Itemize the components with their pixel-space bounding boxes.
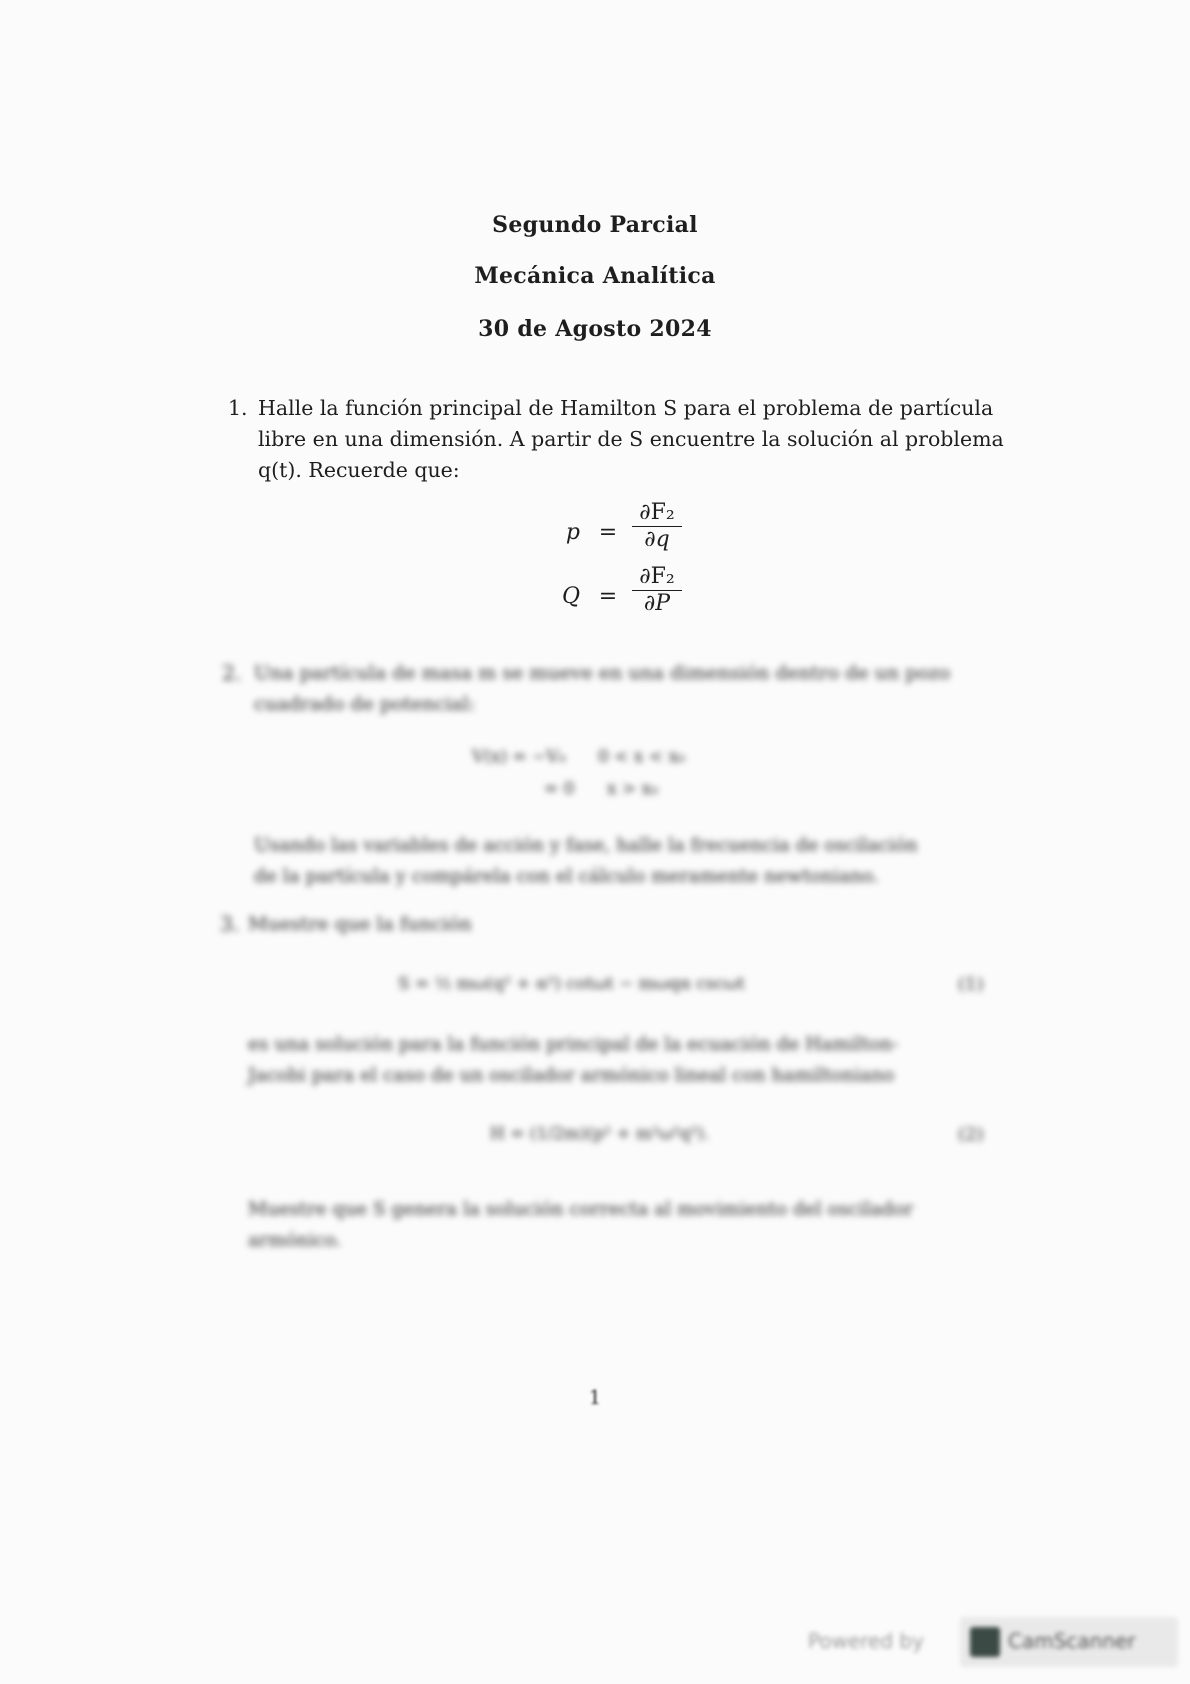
question-1-line-2: libre en una dimensión. A partir de S encuentre la solución al problema: [258, 427, 1004, 451]
question-2-line-4: de la partícula y compárela con el cálculo meramente newtoniano.: [254, 866, 879, 887]
question-2-number: 2.: [222, 661, 242, 685]
eq2-numerator: ∂F₂: [632, 564, 682, 591]
exam-date: 30 de Agosto 2024: [478, 316, 712, 342]
question-3-equation-1-number: (1): [958, 974, 984, 995]
exam-title: Segundo Parcial: [492, 212, 698, 238]
question-2-potential-line-2: = 0 x > x₀: [544, 779, 658, 799]
question-3-line-3: Jacobi para el caso de un oscilador armónico lineal con hamiltoniano: [248, 1065, 895, 1086]
course-name: Mecánica Analítica: [474, 263, 716, 289]
eq1-equals: =: [598, 520, 618, 545]
question-3-line-4: Muestre que S genera la solución correcta al movimiento del oscilador: [248, 1199, 914, 1220]
question-2-line-3: Usando las variables de acción y fase, halle la frecuencia de oscilación: [254, 835, 918, 856]
question-2-line-1: Una partícula de masa m se mueve en una dimensión dentro de un pozo: [254, 662, 951, 684]
watermark-badge: [960, 1617, 1178, 1667]
eq1-lhs: p: [565, 520, 580, 545]
question-3-line-1: Muestre que la función: [248, 913, 472, 935]
question-1-number: 1.: [228, 396, 248, 420]
camscanner-watermark: [808, 1617, 1178, 1667]
question-1-line-1: Halle la función principal de Hamilton S para el problema de partícula: [258, 396, 994, 420]
watermark-brand: CamScanner: [1008, 1629, 1136, 1653]
eq1-fraction: [632, 500, 682, 552]
question-2-potential-line-1: V(x) = −V₀ 0 < x < x₀: [472, 747, 685, 767]
question-1-equations: [540, 500, 740, 630]
eq2-equals: =: [598, 584, 618, 609]
page-number: 1: [588, 1385, 602, 1409]
question-3-equation-1: S = ½ mω(q² + α²) cotωt − mωqα cscωt: [398, 974, 745, 994]
eq2-denominator: ∂P: [643, 591, 671, 616]
eq2-fraction: [632, 564, 682, 616]
question-3-line-2: es una solución para la función principal de la ecuación de Hamilton-: [248, 1034, 899, 1055]
question-2-line-2: cuadrado de potencial:: [254, 693, 476, 715]
eq1-numerator: ∂F₂: [632, 500, 682, 527]
question-1-line-3: q(t). Recuerde que:: [258, 458, 460, 482]
camscanner-logo-icon: [970, 1627, 1000, 1657]
question-3-equation-2: H = (1/2m)(p² + m²ω²q²).: [490, 1124, 710, 1144]
eq2-lhs: Q: [561, 584, 580, 609]
question-3-number: 3.: [220, 912, 240, 936]
question-3-line-5: armónico.: [248, 1230, 342, 1251]
question-3-equation-2-number: (2): [958, 1124, 984, 1145]
eq1-denominator: ∂q: [644, 527, 670, 552]
watermark-prefix: Powered by: [808, 1629, 924, 1653]
